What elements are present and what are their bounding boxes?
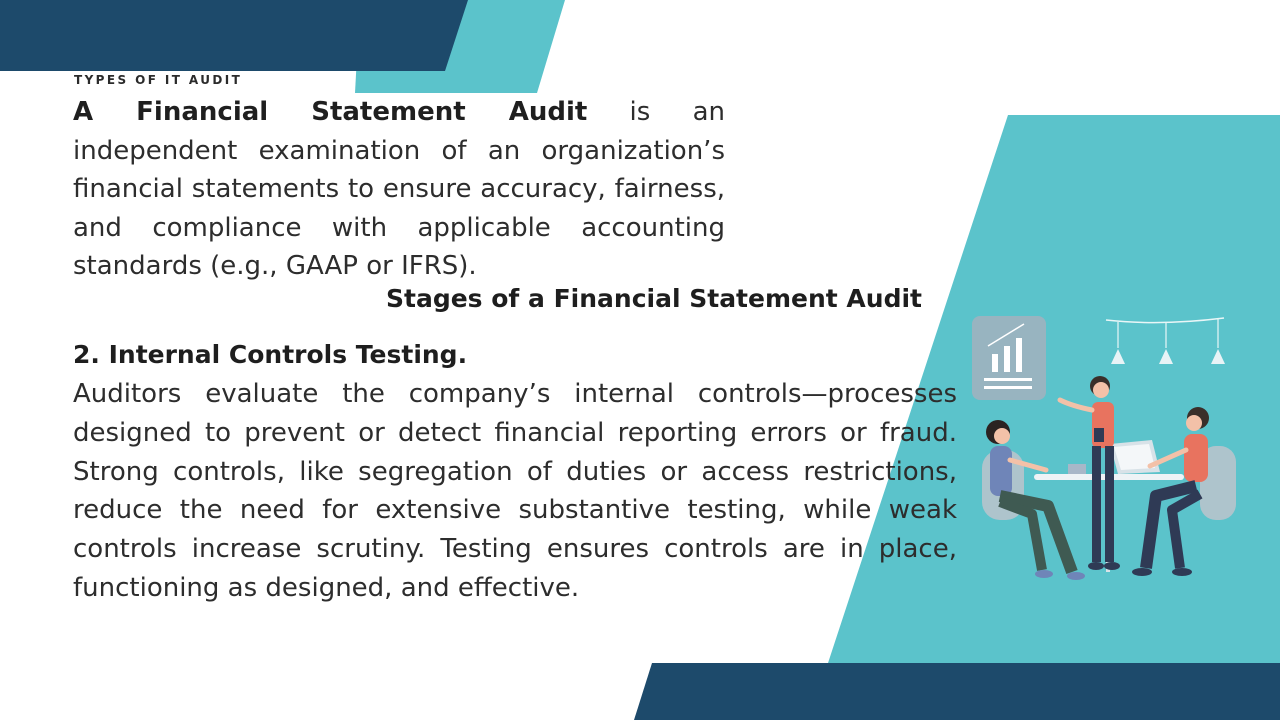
bottom-navy-band — [634, 663, 1280, 720]
section-title: 2. Internal Controls Testing. — [73, 340, 468, 369]
intro-definition: is an independent examination of an organization’s financial statements to ensure accuracy, fairness, and compliance with applicable accounting standards (e.g., GAAP or IFRS). — [73, 97, 725, 282]
section-kicker: TYPES OF IT AUDIT — [74, 73, 243, 87]
top-navy-band — [0, 0, 468, 71]
seated-woman — [986, 420, 1085, 580]
section-body: Auditors evaluate the company’s internal controls—processes designed to prevent or detect financial reporting errors or fraud. Strong controls, like segregation of duties or access restrictions, reduce the need for extensive substantive testing, while weak controls increase scrutiny. Testing ensures controls are in place, functioning as designed, and effective. — [73, 379, 957, 603]
seated-man — [1132, 407, 1209, 576]
intro-term: A Financial Statement Audit — [73, 97, 588, 127]
team-meeting-illustration — [960, 310, 1250, 590]
bar-chart-icon — [972, 316, 1046, 400]
intro-paragraph — [73, 93, 725, 286]
pendant-lamp-icon — [1106, 318, 1225, 364]
stages-heading: Stages of a Financial Statement Audit — [386, 284, 922, 313]
